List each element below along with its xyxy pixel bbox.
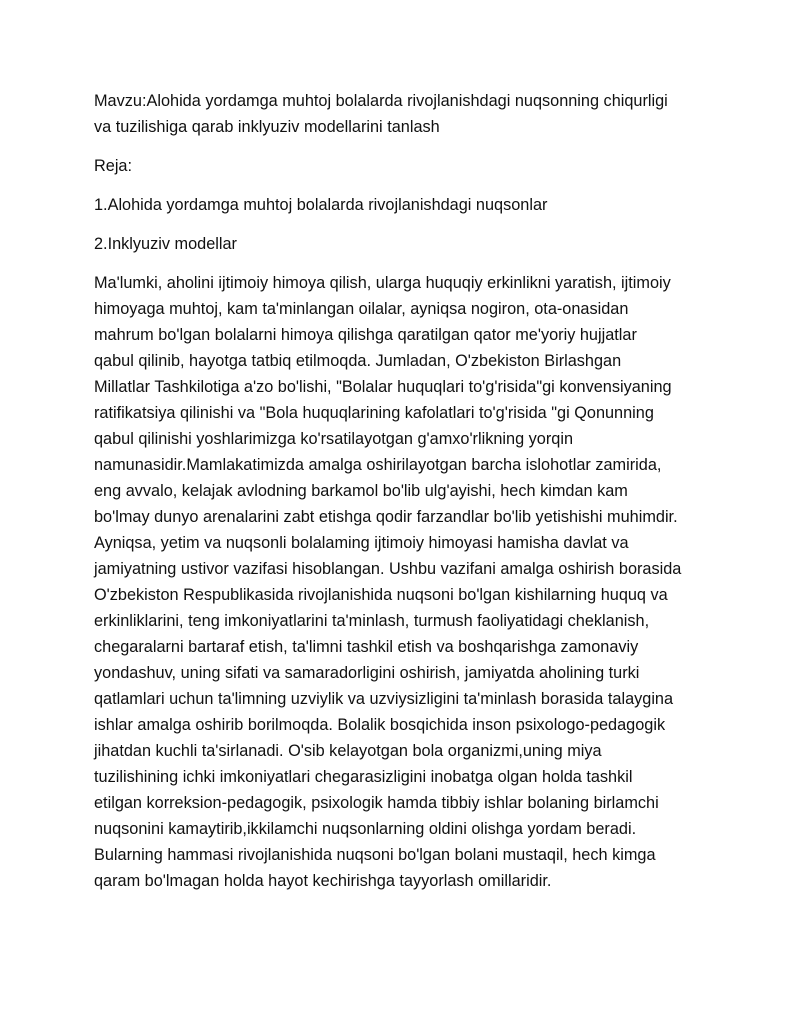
body-line: Ma'lumki, aholini ijtimoiy himoya qilish, ularga huquqiy erkinlikni yaratish, ijtimoiy bbox=[94, 274, 671, 292]
body-line: qatlamlari uchun ta'limning uzviylik va uzviysizligini ta'minlash borasida talaygina bbox=[94, 690, 674, 708]
body-line: Ayniqsa, yetim va nuqsonli bolalaming ijtimoiy himoyasi hamisha davlat va bbox=[94, 534, 629, 552]
body-line: tuzilishining ichki imkoniyatlari chegarasizligini inobatga olgan holda tashkil bbox=[94, 768, 633, 786]
document-page bbox=[94, 88, 714, 894]
body-line: himoyaga muhtoj, kam ta'minlangan oilalar, ayniqsa nogiron, ota-onasidan bbox=[94, 300, 629, 318]
body-line: Bularning hammasi rivojlanishida nuqsoni bo'lgan bolani mustaqil, hech kimga bbox=[94, 846, 656, 864]
body-line: ratifikatsiya qilinishi va "Bola huquqlarining kafolatlari to'g'risida "gi Qonunning bbox=[94, 404, 654, 422]
body-line: bo'lmay dunyo arenalarini zabt etishga qodir farzandlar bo'lib yetishishi muhimdir. bbox=[94, 508, 678, 526]
body-line: jihatdan kuchli ta'sirlanadi. O'sib kelayotgan bola organizmi,uning miya bbox=[94, 742, 602, 760]
body-line: ishlar amalga oshirib borilmoqda. Bolalik bosqichida inson psixologo-pedagogik bbox=[94, 716, 666, 734]
body-line: erkinliklarini, teng imkoniyatlarini ta'minlash, turmush faoliyatidagi cheklanish, bbox=[94, 612, 650, 630]
title-line-2: va tuzilishiga qarab inklyuziv modellarini tanlash bbox=[94, 118, 440, 136]
body-line: namunasidir.Mamlakatimizda amalga oshirilayotgan barcha islohotlar zamirida, bbox=[94, 456, 662, 474]
body-paragraph bbox=[94, 270, 714, 894]
body-line: qabul qilinib, hayotga tatbiq etilmoqda. Jumladan, O'zbekiston Birlashgan bbox=[94, 352, 622, 370]
plan-label: Reja: bbox=[94, 157, 133, 175]
body-line: eng avvalo, kelajak avlodning barkamol bo'lib ulg'ayishi, hech kimdan kam bbox=[94, 482, 628, 500]
body-line: Millatlar Tashkilotiga a'zo bo'lishi, "Bolalar huquqlari to'g'risida"gi konvensiyaning bbox=[94, 378, 672, 396]
body-line: qaram bo'lmagan holda hayot kechirishga tayyorlash omillaridir. bbox=[94, 872, 552, 890]
plan-item-1: 1.Alohida yordamga muhtoj bolalarda rivojlanishdagi nuqsonlar bbox=[94, 196, 548, 214]
body-line: jamiyatning ustivor vazifasi hisoblangan. Ushbu vazifani amalga oshirish borasida bbox=[94, 560, 682, 578]
body-line: chegaralarni bartaraf etish, ta'limni tashkil etish va boshqarishga zamonaviy bbox=[94, 638, 639, 656]
plan-item-2: 2.Inklyuziv modellar bbox=[94, 235, 237, 253]
body-line: qabul qilinishi yoshlarimizga ko'rsatilayotgan g'amxo'rlikning yorqin bbox=[94, 430, 574, 448]
body-line: nuqsonini kamaytirib,ikkilamchi nuqsonlarning oldini olishga yordam beradi. bbox=[94, 820, 637, 838]
body-line: mahrum bo'lgan bolalarni himoya qilishga qaratilgan qator me'yoriy hujjatlar bbox=[94, 326, 637, 344]
body-line: etilgan korreksion-pedagogik, psixologik hamda tibbiy ishlar bolaning birlamchi bbox=[94, 794, 659, 812]
title-line-1: Mavzu:Alohida yordamga muhtoj bolalarda rivojlanishdagi nuqsonning chiqurligi bbox=[94, 92, 668, 110]
body-line: O'zbekiston Respublikasida rivojlanishida nuqsoni bo'lgan kishilarning huquq va bbox=[94, 586, 668, 604]
document-title bbox=[94, 88, 714, 140]
body-line: yondashuv, uning sifati va samaradorligini oshirish, jamiyatda aholining turki bbox=[94, 664, 640, 682]
